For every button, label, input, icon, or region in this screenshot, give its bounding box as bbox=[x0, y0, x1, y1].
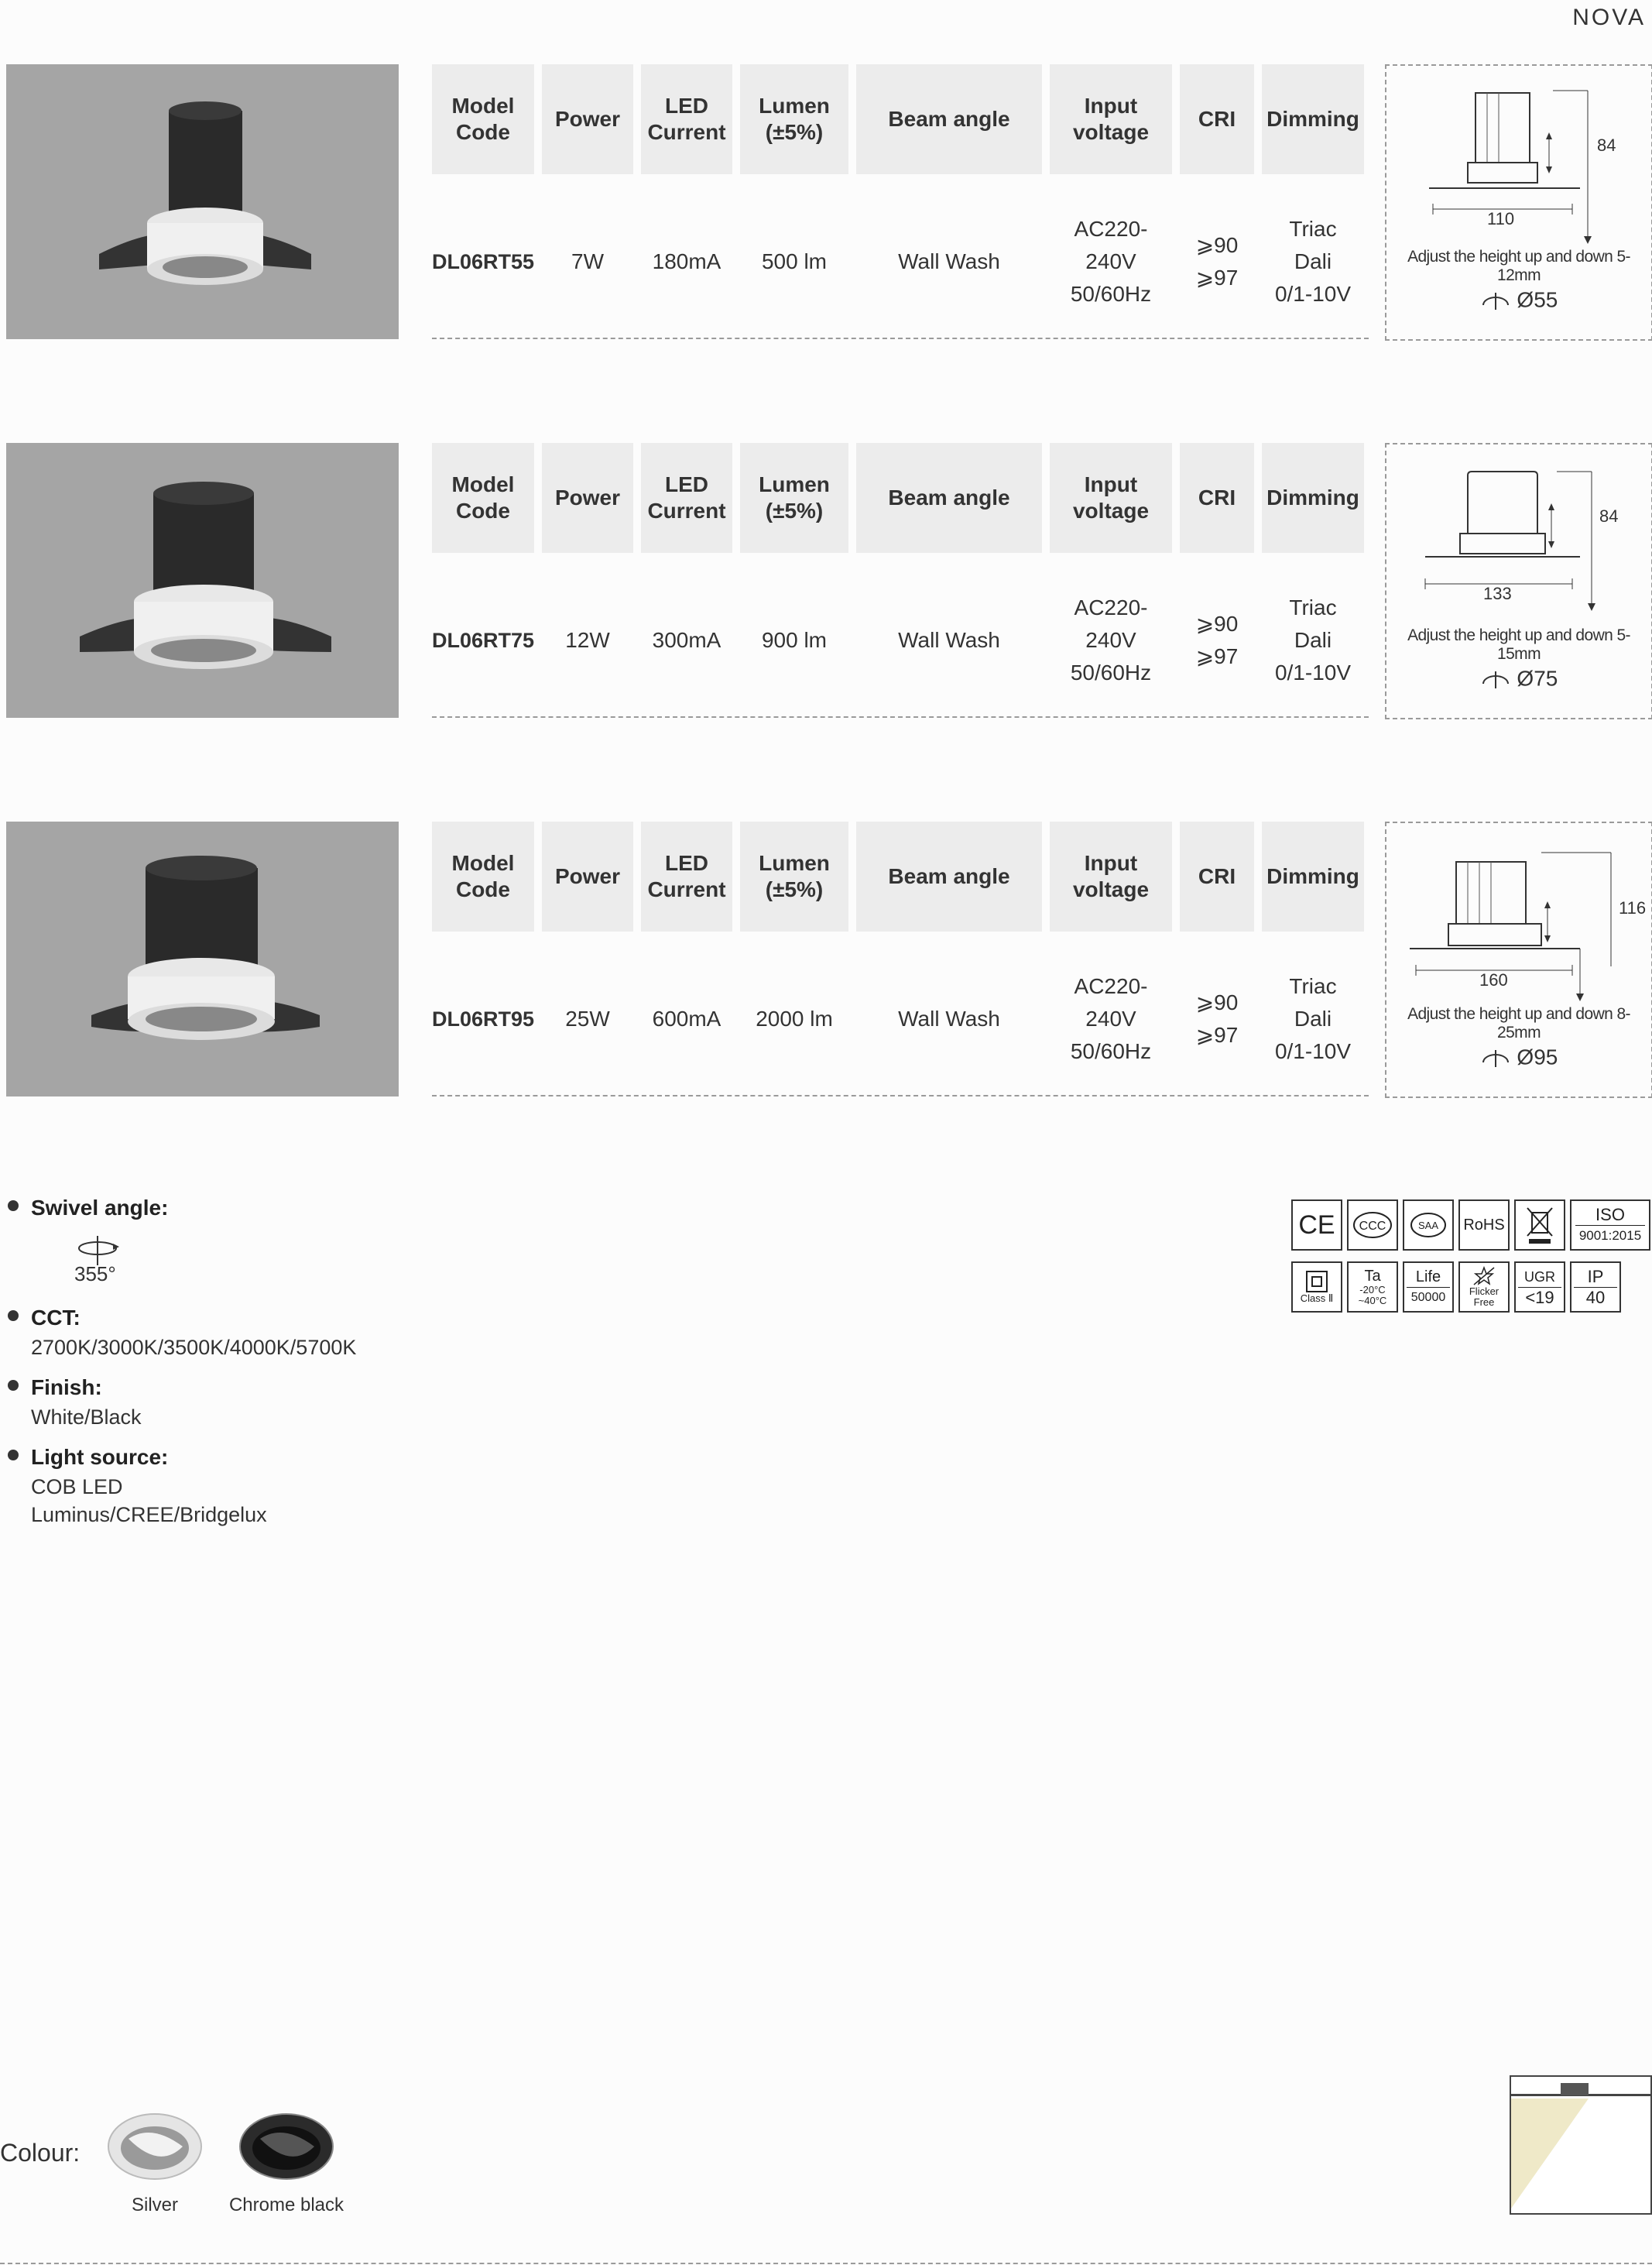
ip-value: 40 bbox=[1585, 1287, 1606, 1307]
width-dimension: 133 bbox=[1483, 584, 1512, 603]
rohs-label: RoHS bbox=[1463, 1217, 1505, 1234]
header-cri: CRI bbox=[1180, 822, 1254, 932]
flicker-free-icon bbox=[1458, 1261, 1510, 1313]
width-dimension: 110 bbox=[1487, 209, 1515, 228]
rohs-icon bbox=[1458, 1199, 1510, 1251]
swivel-degrees: 355° bbox=[74, 1262, 116, 1285]
dimension-drawing bbox=[1385, 443, 1652, 719]
header-input-voltage: Input voltage bbox=[1050, 822, 1172, 932]
colour-option-silver: Silver bbox=[131, 2195, 178, 2215]
power-value: 12W bbox=[565, 628, 610, 652]
header-power: Power bbox=[542, 64, 633, 174]
header-dimming: Dimming bbox=[1262, 443, 1364, 553]
feature-value: COB LED Luminus/CREE/Bridgelux bbox=[31, 1475, 267, 1526]
adjust-height-note: Adjust the height up and down 5-15mm bbox=[1407, 626, 1630, 663]
feature-cct bbox=[6, 1302, 356, 1361]
dimming-value: Triac Dali 0/1-10V bbox=[1274, 595, 1352, 685]
beam-angle-value: Wall Wash bbox=[898, 249, 1000, 273]
silver-swatch bbox=[105, 2108, 204, 2185]
header-led-current: LED Current bbox=[641, 822, 732, 932]
led-current-value: 300mA bbox=[652, 628, 721, 652]
dimming-value: Triac Dali 0/1-10V bbox=[1274, 217, 1352, 306]
header-cri: CRI bbox=[1180, 64, 1254, 174]
feature-title: Swivel angle: bbox=[31, 1196, 169, 1220]
product-row bbox=[0, 822, 1652, 1100]
ta-range-max: ~40°C bbox=[1358, 1295, 1387, 1306]
model-code: DL06RT95 bbox=[431, 1007, 535, 1031]
wall-wash-effect-diagram bbox=[1510, 2075, 1652, 2215]
header-cri: CRI bbox=[1180, 443, 1254, 553]
dimension-drawing bbox=[1385, 64, 1652, 341]
height-dimension: 84 bbox=[1599, 506, 1619, 526]
colour-label: Colour: bbox=[0, 2139, 81, 2167]
ip-badge bbox=[1570, 1261, 1621, 1313]
adjust-height-note: Adjust the height up and down 8-25mm bbox=[1407, 1005, 1630, 1042]
ce-label: CE bbox=[1298, 1210, 1335, 1240]
product-photo bbox=[6, 443, 399, 718]
header-input-voltage: Input voltage bbox=[1050, 443, 1172, 553]
bullet-icon bbox=[8, 1380, 19, 1391]
header-lumen: Lumen (±5%) bbox=[740, 822, 848, 932]
cri-value: ⩾90 ⩾97 bbox=[1195, 233, 1239, 290]
product-photo bbox=[6, 822, 399, 1096]
header-beam-angle: Beam angle bbox=[856, 64, 1042, 174]
feature-value: 2700K/3000K/3500K/4000K/5700K bbox=[31, 1336, 357, 1359]
life-label: Life bbox=[1415, 1268, 1441, 1285]
header-beam-angle: Beam angle bbox=[856, 822, 1042, 932]
feature-swivel bbox=[6, 1193, 356, 1292]
lumen-value: 900 lm bbox=[761, 628, 828, 652]
ce-icon bbox=[1291, 1199, 1342, 1251]
iso-label: ISO bbox=[1595, 1204, 1625, 1224]
cutout-icon bbox=[1480, 668, 1511, 690]
header-led-current: LED Current bbox=[641, 443, 732, 553]
ta-badge bbox=[1347, 1261, 1398, 1313]
power-value: 25W bbox=[565, 1007, 610, 1031]
header-model-code: Model Code bbox=[432, 443, 534, 553]
ccc-label: CCC bbox=[1359, 1220, 1386, 1233]
header-dimming: Dimming bbox=[1262, 822, 1364, 932]
ta-range-min: -20°C bbox=[1359, 1284, 1386, 1296]
input-voltage-value: AC220-240V 50/60Hz bbox=[1070, 974, 1152, 1063]
led-current-value: 600mA bbox=[652, 1007, 721, 1031]
header-lumen: Lumen (±5%) bbox=[740, 64, 848, 174]
features-list bbox=[6, 1193, 356, 1539]
ugr-value: <19 bbox=[1525, 1287, 1554, 1307]
product-row bbox=[0, 64, 1652, 343]
header-model-code: Model Code bbox=[432, 822, 534, 932]
class-label: Class Ⅱ bbox=[1300, 1292, 1334, 1304]
dimming-value: Triac Dali 0/1-10V bbox=[1274, 974, 1352, 1063]
dimension-drawing bbox=[1385, 822, 1652, 1098]
brand-logo: NOVA bbox=[1572, 5, 1646, 30]
input-voltage-value: AC220-240V 50/60Hz bbox=[1070, 217, 1152, 306]
model-code: DL06RT55 bbox=[431, 250, 535, 273]
saa-icon bbox=[1403, 1199, 1454, 1251]
product-photo bbox=[6, 64, 399, 339]
ugr-badge bbox=[1514, 1261, 1565, 1313]
beam-angle-value: Wall Wash bbox=[898, 628, 1000, 652]
header-beam-angle: Beam angle bbox=[856, 443, 1042, 553]
feature-finish bbox=[6, 1372, 356, 1431]
header-power: Power bbox=[542, 443, 633, 553]
feature-value: White/Black bbox=[31, 1405, 142, 1429]
ta-label: Ta bbox=[1364, 1268, 1381, 1285]
ccc-icon bbox=[1347, 1199, 1398, 1251]
led-current-value: 180mA bbox=[652, 249, 721, 273]
width-dimension: 160 bbox=[1479, 970, 1508, 990]
row-divider bbox=[432, 1095, 1369, 1096]
header-led-current: LED Current bbox=[641, 64, 732, 174]
feature-light-source bbox=[6, 1442, 356, 1529]
model-code: DL06RT75 bbox=[431, 629, 535, 652]
bullet-icon bbox=[8, 1310, 19, 1321]
header-model-code: Model Code bbox=[432, 64, 534, 174]
header-dimming: Dimming bbox=[1262, 64, 1364, 174]
weee-icon bbox=[1514, 1199, 1565, 1251]
lumen-value: 2000 lm bbox=[756, 1007, 833, 1031]
cutout-diameter: Ø95 bbox=[1517, 1045, 1558, 1069]
beam-angle-value: Wall Wash bbox=[898, 1007, 1000, 1031]
header-input-voltage: Input voltage bbox=[1050, 64, 1172, 174]
life-value: 50000 bbox=[1410, 1290, 1446, 1304]
cutout-diameter: Ø75 bbox=[1517, 666, 1558, 691]
row-divider bbox=[432, 716, 1369, 718]
cutout-icon bbox=[1480, 1047, 1511, 1069]
cutout-diameter: Ø55 bbox=[1517, 287, 1558, 312]
ip-label: IP bbox=[1587, 1266, 1604, 1286]
lumen-value: 500 lm bbox=[761, 249, 828, 273]
header-power: Power bbox=[542, 822, 633, 932]
row-divider bbox=[432, 338, 1369, 339]
iso-badge bbox=[1570, 1199, 1650, 1251]
header-lumen: Lumen (±5%) bbox=[740, 443, 848, 553]
colour-option-chrome-black: Chrome black bbox=[228, 2195, 344, 2215]
bullet-icon bbox=[8, 1200, 19, 1211]
product-row bbox=[0, 443, 1652, 722]
chrome-black-swatch bbox=[237, 2108, 336, 2185]
class-ii-icon bbox=[1291, 1261, 1342, 1313]
power-value: 7W bbox=[571, 249, 604, 273]
flicker-label: Flicker Free bbox=[1469, 1285, 1499, 1308]
bullet-icon bbox=[8, 1450, 19, 1460]
saa-label: SAA bbox=[1417, 1220, 1439, 1231]
feature-title: Light source: bbox=[31, 1445, 169, 1469]
page-bottom-divider bbox=[0, 2263, 1652, 2264]
cri-value: ⩾90 ⩾97 bbox=[1195, 612, 1239, 668]
feature-title: CCT: bbox=[31, 1306, 81, 1330]
iso-standard: 9001:2015 bbox=[1578, 1227, 1642, 1243]
ugr-label: UGR bbox=[1524, 1268, 1555, 1285]
adjust-height-note: Adjust the height up and down 5-12mm bbox=[1407, 248, 1630, 284]
feature-title: Finish: bbox=[31, 1375, 102, 1399]
cri-value: ⩾90 ⩾97 bbox=[1195, 990, 1239, 1047]
height-dimension: 116 bbox=[1619, 898, 1647, 918]
cutout-icon bbox=[1480, 290, 1511, 311]
input-voltage-value: AC220-240V 50/60Hz bbox=[1070, 595, 1152, 685]
height-dimension: 84 bbox=[1597, 136, 1616, 155]
life-badge bbox=[1403, 1261, 1454, 1313]
